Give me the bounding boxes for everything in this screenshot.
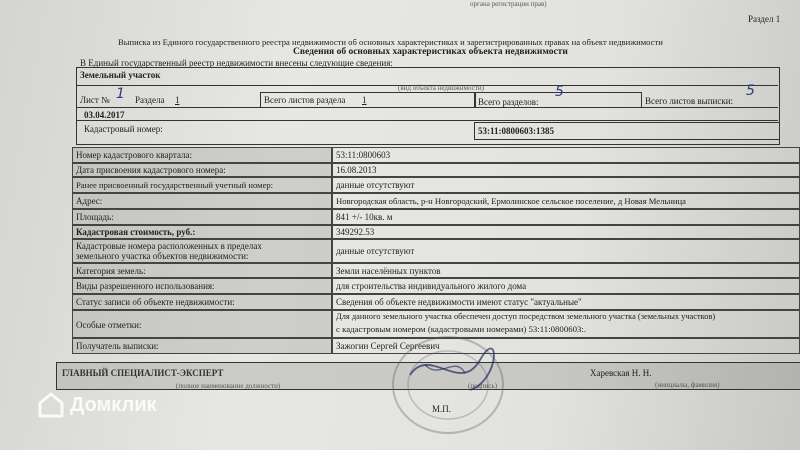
watermark-brand: Домклик bbox=[70, 393, 157, 416]
row-value-prev-number: данные отсутствуют bbox=[336, 180, 415, 190]
row-value-notes-2: с кадастровым номером (кадастровыми номерами) 53:11:0800603:. bbox=[336, 324, 587, 334]
home-logo-icon bbox=[38, 392, 64, 418]
row-label-recipient: Получатель выписки: bbox=[76, 341, 159, 351]
signer-name: Харевская Н. Н. bbox=[590, 368, 652, 378]
row-label-objects: Кадастровые номера расположенных в пределах bbox=[76, 241, 262, 251]
divider bbox=[76, 107, 778, 108]
divider bbox=[76, 120, 778, 121]
stamp-place: М.П. bbox=[432, 404, 452, 414]
section-no-label: Раздела bbox=[135, 95, 165, 105]
document-subtitle: Сведения об основных характеристиках объекта недвижимости bbox=[293, 47, 568, 57]
cadastral-label: Кадастровый номер: bbox=[84, 124, 163, 134]
cadastral-value: 53:11:0800603:1385 bbox=[478, 126, 554, 136]
document-title: Выписка из Единого государственного реестра недвижимости об основных характеристиках и зарегистрированных правах на объект недвижимости bbox=[118, 37, 663, 47]
row-label-cost: Кадастровая стоимость, руб.: bbox=[76, 227, 196, 237]
table-row-label-cell bbox=[72, 193, 332, 209]
position-hint: (полное наименование должности) bbox=[176, 382, 281, 390]
total-sheets-section-value: 1 bbox=[362, 95, 367, 105]
row-value-objects: данные отсутствуют bbox=[336, 246, 415, 256]
row-value-area: 841 +/- 10кв. м bbox=[336, 212, 393, 222]
sheet-label: Лист № bbox=[80, 95, 110, 105]
row-value-notes: Для данного земельного участка обеспечен доступ посредством земельного участка (земельных участков) bbox=[336, 312, 716, 321]
table-row-value-cell bbox=[332, 147, 800, 163]
row-label-objects-2: земельного участка объектов недвижимости: bbox=[76, 251, 249, 261]
total-sheets-value: 5 bbox=[746, 83, 755, 99]
table-row-value-cell bbox=[332, 225, 800, 239]
row-value-cost: 349292.53 bbox=[336, 227, 375, 237]
date: 03.04.2017 bbox=[84, 110, 125, 120]
row-value-address: Новгородская область, р-н Новгородский, Ермолинское сельское поселение, д Новая Мельница bbox=[336, 196, 686, 206]
watermark bbox=[38, 392, 157, 418]
intro-text: В Единый государственный реестр недвижимости внесены следующие сведения: bbox=[80, 58, 393, 68]
row-label-area: Площадь: bbox=[76, 212, 114, 222]
row-label-status: Статус записи об объекте недвижимости: bbox=[76, 297, 235, 307]
name-hint: (инициалы, фамилия) bbox=[655, 381, 720, 389]
signature-hint: (подпись) bbox=[468, 382, 498, 390]
row-label-quarter: Номер кадастрового квартала: bbox=[76, 150, 192, 160]
section-label: Раздел 1 bbox=[748, 14, 781, 24]
position-title: ГЛАВНЫЙ СПЕЦИАЛИСТ-ЭКСПЕРТ bbox=[62, 368, 224, 378]
object-type-hint: (вид объекта недвижимости) bbox=[398, 84, 484, 92]
row-label-notes: Особые отметки: bbox=[76, 320, 142, 330]
section-no-value: 1 bbox=[175, 95, 180, 105]
row-label-date: Дата присвоения кадастрового номера: bbox=[76, 165, 226, 175]
row-value-status: Сведения об объекте недвижимости имеют статус "актуальные" bbox=[336, 297, 582, 307]
table-row-value-cell bbox=[332, 163, 800, 177]
row-value-category: Земли населённых пунктов bbox=[336, 266, 441, 276]
row-label-usage: Виды разрешенного использования: bbox=[76, 281, 215, 291]
stamp-icon bbox=[370, 335, 520, 450]
row-value-usage: для строительства индивидуального жилого дома bbox=[336, 281, 527, 291]
table-row-value-cell bbox=[332, 209, 800, 225]
total-sheets-section-label: Всего листов раздела bbox=[264, 95, 346, 105]
object-type: Земельный участок bbox=[80, 70, 161, 80]
row-value-recipient: Зажогин Сергей Сергеевич bbox=[336, 341, 440, 351]
total-sheets-label: Всего листов выписки: bbox=[645, 96, 734, 106]
row-label-category: Категория земель: bbox=[76, 266, 146, 276]
sheet-value: 1 bbox=[116, 86, 125, 102]
top-note: органа регистрации прав) bbox=[470, 0, 547, 8]
row-label-address: Адрес: bbox=[76, 196, 103, 206]
row-label-prev-number: Ранее присвоенный государственный учетный номер: bbox=[76, 180, 274, 190]
row-value-quarter: 53:11:0800603 bbox=[336, 150, 391, 160]
total-sections-label: Всего разделов: bbox=[478, 97, 539, 107]
row-value-date: 16.08.2013 bbox=[336, 165, 377, 175]
total-sections-value: 5 bbox=[555, 84, 564, 100]
